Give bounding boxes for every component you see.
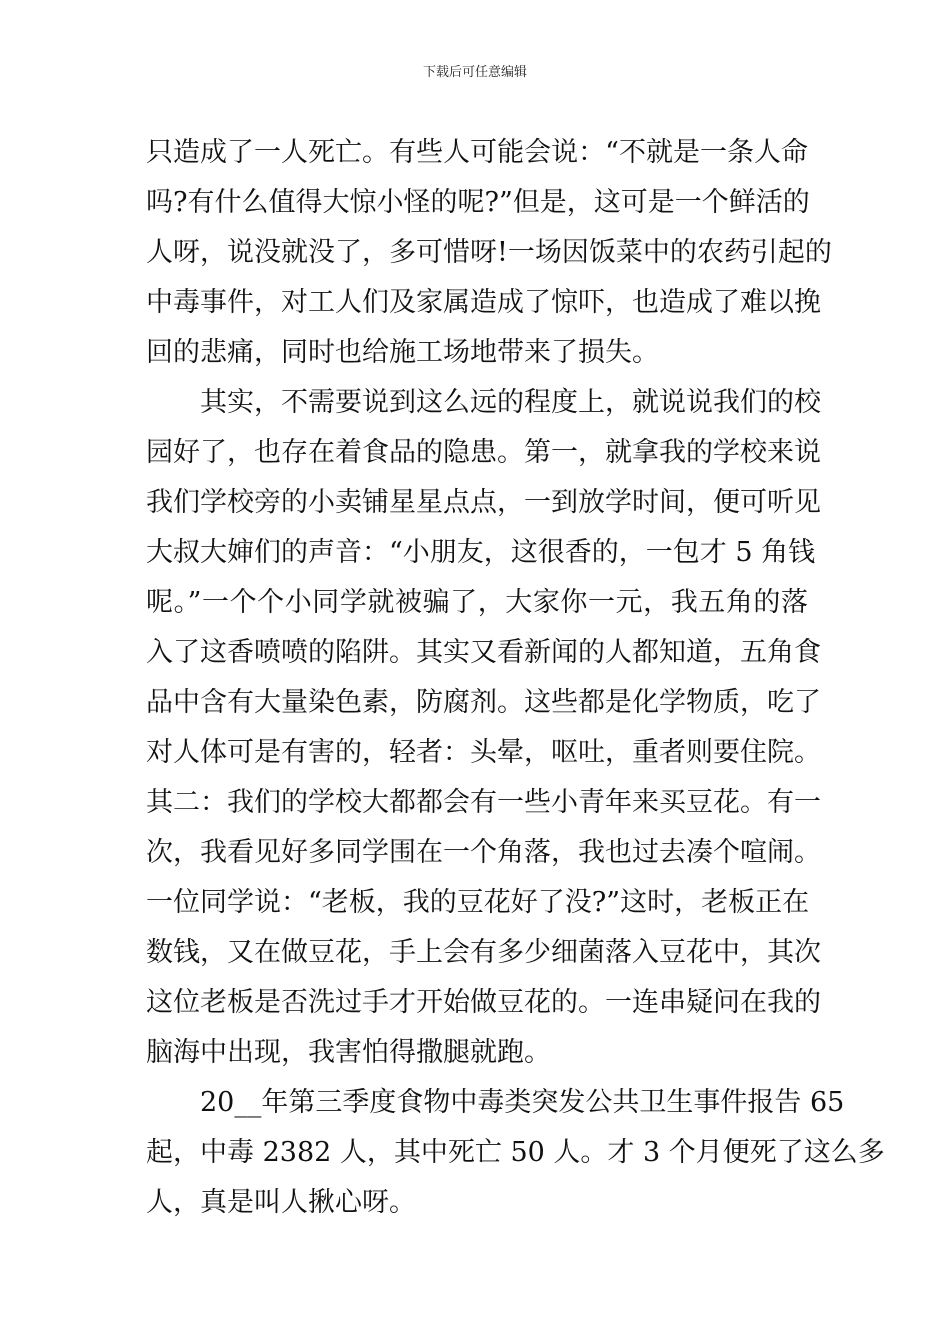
text-line: 一位同学说：“老板，我的豆花好了没?”这时，老板正在 <box>146 887 810 918</box>
text-line: 我们学校旁的小卖铺星星点点，一到放学时间，便可听见 <box>146 487 821 518</box>
text-line: 数钱，又在做豆花，手上会有多少细菌落入豆花中，其次 <box>146 937 821 968</box>
text-line: 其实，不需要说到这么远的程度上，就说说我们的校 <box>146 387 821 418</box>
text-line: 其二：我们的学校大都都会有一些小青年来买豆花。有一 <box>146 787 821 818</box>
text-line: 次，我看见好多同学围在一个角落，我也过去凑个喧闹。 <box>146 837 821 868</box>
text-line: 大叔大婶们的声音：“小朋友，这很香的，一包才 5 角钱 <box>146 537 816 568</box>
text-line: 入了这香喷喷的陷阱。其实又看新闻的人都知道，五角食 <box>146 637 821 668</box>
paragraph-end-line: 回的悲痛，同时也给施工场地带来了损失。 <box>146 337 659 368</box>
page-header-note: 下载后可任意编辑 <box>422 65 527 80</box>
text-line: 起，中毒 2382 人，其中死亡 50 人。才 3 个月便死了这么多 <box>146 1137 885 1168</box>
paragraph-end-line: 脑海中出现，我害怕得撒腿就跑。 <box>146 1037 551 1068</box>
text-line: 只造成了一人死亡。有些人可能会说：“不就是一条人命 <box>146 137 808 168</box>
text-line: 呢。”一个个小同学就被骗了，大家你一元，我五角的落 <box>146 587 808 618</box>
text-line: 中毒事件，对工人们及家属造成了惊吓，也造成了难以挽 <box>146 287 821 318</box>
text-line: 20__年第三季度食物中毒类突发公共卫生事件报告 65 <box>146 1087 845 1118</box>
text-line: 人呀，说没就没了，多可惜呀!一场因饭菜中的农药引起的 <box>146 237 832 268</box>
document-body <box>146 128 885 1228</box>
paragraph-end-line: 人，真是叫人揪心呀。 <box>146 1187 416 1218</box>
text-line: 对人体可是有害的，轻者：头晕，呕吐，重者则要住院。 <box>146 737 821 768</box>
text-line: 品中含有大量染色素，防腐剂。这些都是化学物质，吃了 <box>146 687 821 718</box>
text-line: 这位老板是否洗过手才开始做豆花的。一连串疑问在我的 <box>146 987 821 1018</box>
text-line: 园好了，也存在着食品的隐患。第一，就拿我的学校来说 <box>146 437 821 468</box>
text-line: 吗?有什么值得大惊小怪的呢?”但是，这可是一个鲜活的 <box>146 187 810 218</box>
